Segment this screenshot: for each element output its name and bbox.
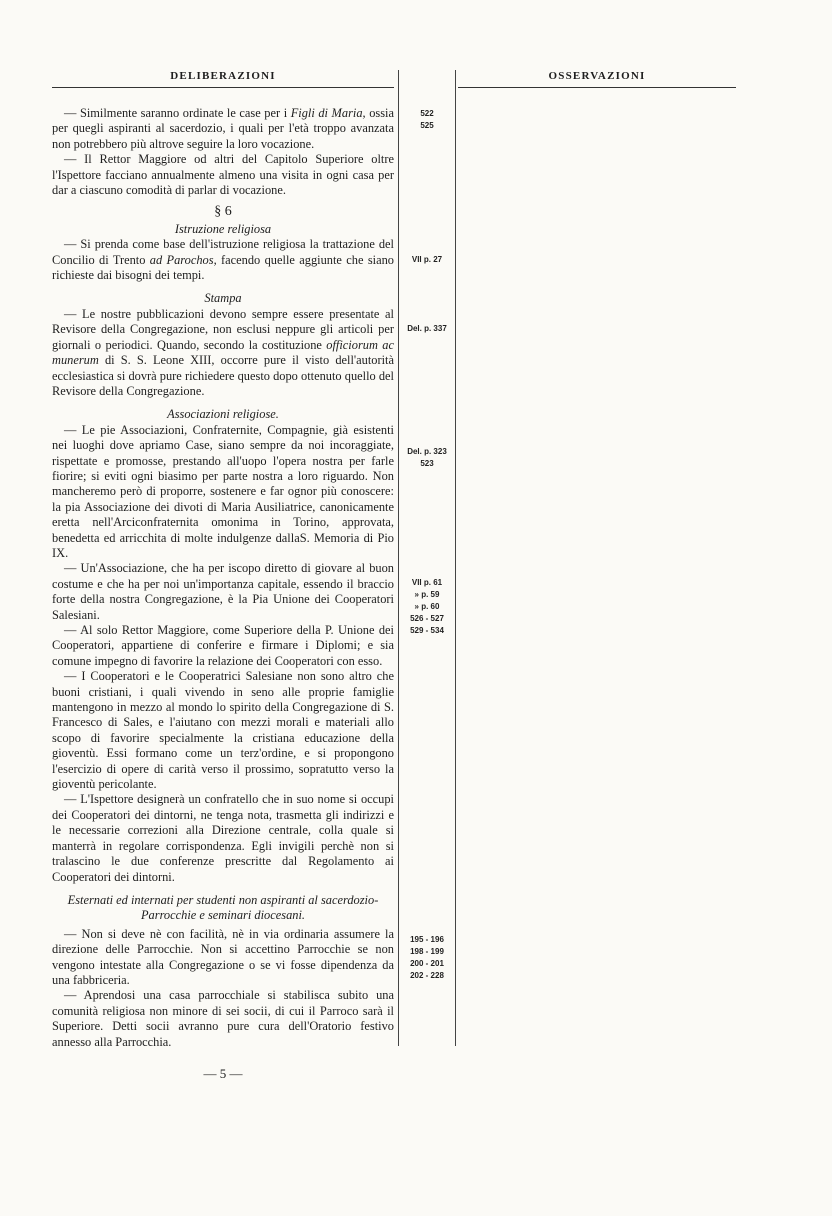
spacer xyxy=(52,399,394,405)
paragraph-figli-di-maria xyxy=(52,106,394,152)
spacer xyxy=(52,885,394,891)
heading-stampa: Stampa xyxy=(204,291,242,306)
margin-reference: 200 - 201 xyxy=(410,959,444,968)
italic-run: ad Parochos, xyxy=(149,252,217,267)
paragraph-parrocchie: — Non si deve nè con facilità, nè in via ordinaria assumere la direzione delle Parrocchie. Non si accettino Parrocchie se non vengono intestate alla Congregazione o se vi fosse dipendenza da una fabbriceria. xyxy=(52,926,394,987)
margin-reference: » p. 60 xyxy=(414,602,440,611)
text-run: — Si prenda come base dell'istruzione religiosa la trattazione del Concilio di Trento xyxy=(52,237,394,267)
heading-associazioni: Associazioni religiose. xyxy=(167,407,279,422)
text-run: ossia per quegli aspiranti al sacerdozio, i quali per l'età troppo avanzata non potrebbero più altrove seguire la loro vocazione. xyxy=(52,106,394,151)
paragraph-istruzione xyxy=(52,237,394,283)
column-divider-left xyxy=(398,70,399,1046)
margin-reference: 523 xyxy=(420,459,434,468)
margin-reference: 525 xyxy=(420,121,434,130)
paragraph-rettor-maggiore-visita: — Il Rettor Maggiore od altri del Capitolo Superiore oltre l'Ispettore facciano annualmente almeno una visita in ogni casa per dar a ciascuno comodità di parlar di vocazione. xyxy=(52,152,394,198)
header-osservazioni: OSSERVAZIONI xyxy=(548,70,646,82)
paragraph-stampa xyxy=(52,307,394,399)
margin-reference: Del. p. 337 xyxy=(407,324,447,333)
margin-reference: 526 - 527 xyxy=(410,614,444,623)
header-rule-left xyxy=(52,87,394,88)
heading-esternati-line2: Parrocchie e seminari diocesani. xyxy=(140,908,306,923)
text-run: — Le nostre pubblicazioni devono sempre essere presentate al Revisore della Congregazione, non esclusi neppure gli articoli per giornali o periodici. Quando, secondo la costituzione xyxy=(52,306,394,352)
margin-reference: » p. 59 xyxy=(414,590,440,599)
paragraph-cooperatori: — I Cooperatori e le Cooperatrici Salesiane non sono altro che buoni cristiani, i quali vivendo in seno alle proprie famiglie mantengono in mezzo al mondo lo spirito della Congregazione di S. Francesco di Sales, e l'aiutano con mezzi morali e materiali allo scopo di favorire specialmente la cristiana educazione della gioventù. Essi formano come un terz'ordine, e si propongono l'esercizio di opere di carità verso il prossimo, sopratutto verso la gioventù pericolante. xyxy=(52,669,394,792)
paragraph-casa-parrocchiale: — Aprendosi una casa parrocchiale si stabilisca subito una comunità religiosa non minore di sei socii, di cui il Parroco sarà il Superiore. Detti socii avranno pure cura dell'Oratorio festivo annesso alla Parrocchia. xyxy=(52,988,394,1049)
margin-reference: 522 xyxy=(420,109,434,118)
margin-reference: 529 - 534 xyxy=(410,626,444,635)
deliberazioni-column xyxy=(52,106,394,1050)
paragraph-pia-unione: — Un'Associazione, che ha per iscopo diretto di giovare al buon costume e che ha per noi un'importanza capitale, essendo il braccio forte della nostra Congregazione, è la Pia Unione dei Cooperatori Salesiani. xyxy=(52,561,394,622)
text-run: facendo quelle aggiunte che siano richieste dai bisogni dei tempi. xyxy=(52,252,394,283)
heading-esternati-line1: Esternati ed internati per studenti non aspiranti al sacerdozio- xyxy=(67,892,379,907)
paragraph-ispettore: — L'Ispettore designerà un confratello che in suo nome si occupi dei Cooperatori dei dintorni, ne tenga nota, trasmetta gli indirizzi e le necessarie correzioni alla Direzione centrale, colla quale si manterrà in regolare corrispondenza. Egli invigili perchè non si tralascino le due conferenze prescritte dal Regolamento ai Cooperatori dei dintorni. xyxy=(52,792,394,884)
paragraph-diplomi: — Al solo Rettor Maggiore, come Superiore della P. Unione dei Cooperatori, appartiene di conferire e firmare i Diplomi; e sia comune impegno di favorire la relazione dei Cooperatori con esso. xyxy=(52,623,394,668)
section-number: § 6 xyxy=(214,204,232,220)
margin-reference: Del. p. 323 xyxy=(407,447,447,456)
column-divider-right xyxy=(455,70,456,1046)
header-deliberazioni: DELIBERAZIONI xyxy=(170,70,276,82)
spacer xyxy=(52,283,394,289)
header-rule-right xyxy=(458,87,736,88)
margin-reference: VII p. 61 xyxy=(411,578,443,587)
italic-run: officiorum ac munerum xyxy=(52,337,394,368)
margin-reference: 202 - 228 xyxy=(410,971,444,980)
page-number: — 5 — xyxy=(203,1066,243,1081)
paragraph-pie-associazioni: — Le pie Associazioni, Confraternite, Compagnie, già esistenti nei luoghi dove apriamo Case, siano sempre da noi incoraggiate, rispettate e promosse, prestando all'uopo l'opera nostra per farle fiorire; si eviti ogni biasimo per parte nostra a loro riguardo. Non mancheremo però di proporre, sostenere e far ognor più conoscere: la pia Associazione dei divoti di Maria Ausiliatrice, canonicamente eretta nell'Arciconfraternita omonima in Torino, approvata, benedetta ed arricchita di molte indulgenze dallaS. Memoria di Pio IX. xyxy=(52,422,394,560)
heading-istruzione-religiosa: Istruzione religiosa xyxy=(174,221,272,236)
italic-run: Figli di Maria, xyxy=(290,106,366,120)
text-run: di S. S. Leone XIII, occorre pure il visto dell'autorità ecclesiastica si dovrà pure richiedere questo dopo ottenuto quello del Revisore della Congregazione. xyxy=(52,353,394,398)
text-run: — Similmente saranno ordinate le case per i xyxy=(64,106,291,120)
margin-reference: 198 - 199 xyxy=(410,947,444,956)
margin-reference: 195 - 196 xyxy=(410,935,444,944)
margin-reference: VII p. 27 xyxy=(411,255,443,264)
